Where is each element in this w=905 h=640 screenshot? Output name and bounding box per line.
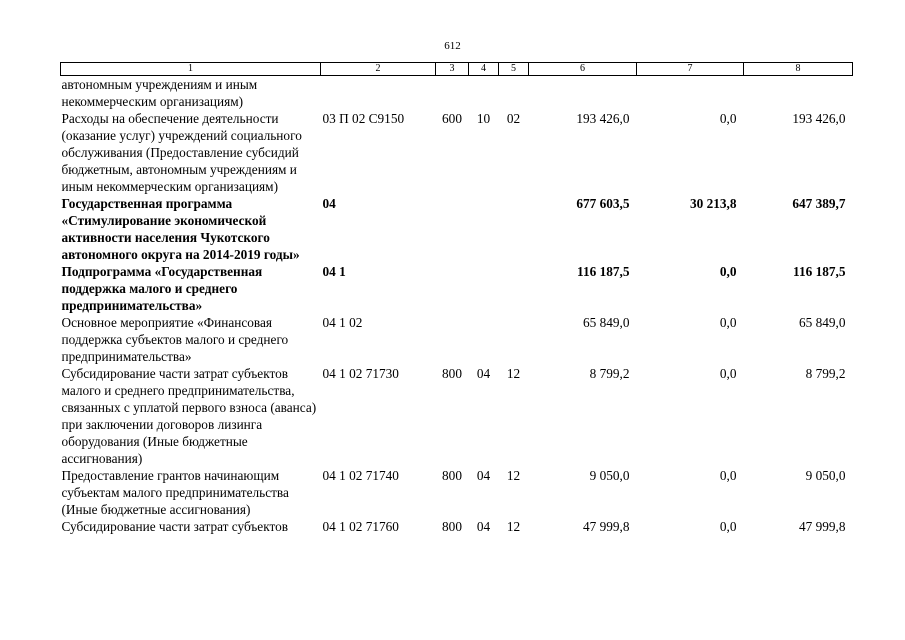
row-amount-federal: 0,0 [719, 315, 737, 330]
column-header: 1 [61, 63, 321, 76]
row-expense-type [436, 76, 469, 111]
table-row [61, 467, 853, 518]
row-name: автономным учреждениям и иным некоммерческим организациям) [61, 77, 258, 109]
row-amount-total: 116 187,5 [577, 264, 630, 279]
row-amount-regional: 116 187,5 [793, 264, 846, 279]
row-code: 04 1 02 71740 [322, 468, 399, 483]
row-name: Субсидирование части затрат субъектов малого и среднего предпринимательства, связанных с уплатой первого взноса (аванса) при заключении договоров лизинга оборудования (Иные бюджетные ассигнования) [61, 366, 317, 466]
table-row [61, 110, 853, 195]
budget-table [60, 62, 853, 535]
row-name: Государственная программа «Стимулирование экономической активности населения Чукотского автономного округа на 2014-2019 годы» [61, 196, 300, 262]
row-section [469, 263, 499, 314]
row-section: 04 [476, 366, 491, 381]
row-subsection: 02 [506, 111, 521, 126]
row-code: 04 1 02 71730 [322, 366, 399, 381]
row-amount-total: 8 799,2 [589, 366, 630, 381]
row-subsection: 12 [506, 468, 521, 483]
row-expense-type: 600 [442, 111, 462, 126]
row-section [469, 76, 499, 111]
row-code: 04 1 02 [322, 315, 363, 330]
row-amount-total [529, 76, 637, 111]
row-expense-type [436, 263, 469, 314]
table-row [61, 365, 853, 467]
column-header: 5 [499, 63, 529, 76]
row-amount-total: 677 603,5 [576, 196, 630, 211]
row-expense-type [436, 195, 469, 263]
row-subsection [499, 76, 529, 111]
row-section: 04 [476, 519, 491, 534]
row-amount-total: 65 849,0 [582, 315, 630, 330]
column-number-row [61, 63, 853, 76]
row-subsection: 12 [506, 366, 521, 381]
row-code: 04 1 02 71760 [322, 519, 399, 534]
column-header: 7 [637, 63, 744, 76]
row-expense-type: 800 [442, 519, 462, 534]
row-amount-regional: 8 799,2 [805, 366, 846, 381]
row-subsection [499, 195, 529, 263]
row-section [469, 195, 499, 263]
row-name: Субсидирование части затрат субъектов [61, 519, 289, 534]
table-row [61, 76, 853, 111]
row-section: 10 [476, 111, 491, 126]
row-expense-type [436, 314, 469, 365]
row-code [321, 76, 436, 111]
row-name: Предоставление грантов начинающим субъектам малого предпринимательства (Иные бюджетные ассигнования) [61, 468, 289, 517]
row-amount-total: 193 426,0 [576, 111, 630, 126]
row-amount-regional: 47 999,8 [798, 519, 846, 534]
row-code: 04 1 [322, 264, 346, 279]
row-amount-federal: 30 213,8 [689, 196, 737, 211]
row-code: 03 П 02 С9150 [322, 111, 405, 126]
column-header: 3 [436, 63, 469, 76]
row-section [469, 314, 499, 365]
row-amount-federal: 0,0 [719, 519, 737, 534]
row-subsection [499, 263, 529, 314]
row-amount-regional: 65 849,0 [798, 315, 846, 330]
row-section: 04 [476, 468, 491, 483]
row-amount-regional [744, 76, 853, 111]
row-amount-federal: 0,0 [719, 264, 737, 279]
row-amount-regional: 647 389,7 [792, 196, 846, 211]
column-header: 8 [744, 63, 853, 76]
table-row [61, 518, 853, 535]
column-header: 4 [469, 63, 499, 76]
table-row [61, 195, 853, 263]
row-expense-type: 800 [442, 366, 462, 381]
row-amount-federal [637, 76, 744, 111]
row-name: Подпрограмма «Государственная поддержка малого и среднего предпринимательства» [61, 264, 263, 313]
row-subsection: 12 [506, 519, 521, 534]
row-amount-total: 47 999,8 [582, 519, 630, 534]
row-subsection [499, 314, 529, 365]
row-name: Основное мероприятие «Финансовая поддержка субъектов малого и среднего предпринимательства» [61, 315, 289, 364]
row-code: 04 [322, 196, 336, 211]
column-header: 6 [529, 63, 637, 76]
table-row [61, 314, 853, 365]
row-amount-regional: 193 426,0 [792, 111, 846, 126]
column-header: 2 [321, 63, 436, 76]
row-amount-federal: 0,0 [719, 366, 737, 381]
row-amount-regional: 9 050,0 [805, 468, 846, 483]
row-expense-type: 800 [442, 468, 462, 483]
row-amount-total: 9 050,0 [589, 468, 630, 483]
row-name: Расходы на обеспечение деятельности (оказание услуг) учреждений социального обслуживания (Предоставление субсидий бюджетным, автономным учреждениям и иным некоммерческим организациям) [61, 111, 302, 194]
page-number: 612 [444, 40, 461, 52]
table-row [61, 263, 853, 314]
row-amount-federal: 0,0 [719, 111, 737, 126]
row-amount-federal: 0,0 [719, 468, 737, 483]
